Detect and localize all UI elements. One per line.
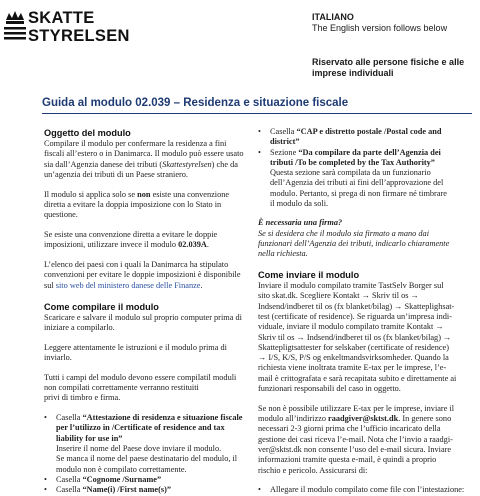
list-item	[44, 485, 250, 495]
text-line: Leggere attentamente le istruzioni e il modulo prima di	[44, 342, 227, 352]
text-line: necessari 2-3 giorni prima che l’ufficio incaricato della	[258, 424, 441, 434]
title-divider	[42, 113, 472, 114]
section-heading-send: Come inviare il modulo	[258, 270, 360, 281]
paragraph-alt-form	[44, 230, 250, 251]
text-line: rischio e pericolo. Assicurarsi di:	[258, 465, 368, 475]
signature-note	[258, 218, 473, 259]
field-name: “Da compilare da parte dell’Agenzia dei	[298, 147, 441, 157]
text-line: imposizioni, utilizzare invece il modulo	[44, 240, 179, 250]
bullet-icon: •	[44, 474, 47, 484]
field-list-continued	[258, 127, 473, 209]
text-line: .	[200, 280, 203, 290]
text-line: Casella	[56, 474, 83, 484]
list-item	[44, 413, 250, 475]
text-line: non compilati correttamente verranno restituiti	[44, 383, 199, 393]
language-label: ITALIANO	[312, 12, 354, 22]
paragraph-send-instructions	[258, 281, 473, 394]
field-name: “Cognome /Surname”	[82, 474, 162, 484]
text-line: modulo all’indirizzo	[258, 414, 329, 424]
text-line: Inviare il modulo compilato tramite TastSelv Borger sul	[258, 281, 444, 291]
list-item	[258, 127, 473, 148]
text-line: Sezione	[270, 147, 299, 157]
text-line: nella richiesta.	[258, 249, 308, 259]
signature-question: È necessaria una firma?	[258, 218, 343, 228]
bullet-icon: •	[44, 413, 47, 423]
text-line: Indsend/indberet til os (fx blanket/bilag) → Skatteplighsat-	[258, 301, 455, 311]
paragraph-download	[44, 313, 250, 334]
text-line: un’agenzia dei tributi di un Paese straniero.	[44, 169, 188, 179]
text-line: sito skat.dk. Scegliere Kontakt → Skriv til os →	[258, 291, 419, 301]
bullet-icon: •	[44, 485, 47, 495]
text-line: Inserire il nome del Paese dove inviare il modulo.	[56, 444, 222, 454]
text-line: Se esiste una convenzione diretta a evitare le doppie	[44, 230, 218, 240]
text-line: il modulo da soli.	[270, 199, 329, 209]
text-line: dell’Agenzia dei tributi ai fini dell’approvazione del	[270, 178, 444, 188]
email-address[interactable]: raadgiver@sktst.dk	[328, 414, 399, 424]
field-name: per l’utilizzo in /Certificate of residence and tax	[56, 423, 225, 433]
paragraph-all-fields	[44, 373, 250, 404]
field-name: liability for use in”	[56, 433, 123, 443]
text-line: gestione dei casi riceva l’e-mail. Nota che l’invio a raadgi-	[258, 434, 453, 444]
text-line: ) che da	[211, 159, 238, 169]
text-line: richiesta viene inoltrata tramite E-tax per le imprese, l’e-	[258, 363, 447, 373]
logo-line2: STYRELSEN	[28, 27, 130, 45]
text-line: fiscali all’estero o in Danimarca. Il modulo può essere usato	[44, 149, 244, 159]
text-line: . In genere sono	[398, 414, 452, 424]
text-line: modulo. Pertanto, si prega di non firmare né timbrare	[270, 188, 447, 198]
text-line: mail è crittografata e sarà recapitata subito e direttamente ai	[258, 373, 457, 383]
text-line: L’elenco dei paesi con i quali la Danimarca ha stipulato	[44, 260, 229, 270]
text-line: Se manca il nome del paese destinatario del modulo, il	[56, 454, 238, 464]
list-item	[258, 485, 473, 495]
field-name: district”	[270, 137, 300, 147]
skattestyrelsen-logo	[4, 8, 144, 48]
text-line: sul	[44, 280, 56, 290]
text-line: ver@sktst.dk non consente l’uso del e-mail sicura. Inviare	[258, 445, 452, 455]
paragraph-country-list	[44, 260, 250, 291]
text-line: Compilare il modulo per confermare la residenza a fini	[44, 139, 227, 148]
audience-note	[312, 57, 477, 79]
paragraph-read	[44, 343, 250, 364]
bullet-icon: •	[258, 485, 261, 495]
text-line: test (certificate of residence). Se riguarda un’impresa indi-	[258, 311, 452, 321]
audience-line2: imprese individuali	[312, 68, 394, 78]
text-line: funzionari dell’Agenzia dei tributi, indicarlo chiaramente	[258, 238, 450, 248]
text-line: informazioni tramite questa e-mail, è quindi a proprio	[258, 455, 437, 465]
text-line: esiste una convenzione	[150, 189, 230, 199]
paragraph-purpose	[44, 139, 250, 180]
list-item	[44, 475, 250, 485]
text-line: privi di timbro e firma.	[44, 393, 121, 403]
field-list	[44, 413, 250, 495]
form-number: 02.039A	[178, 240, 207, 250]
text-line: funzionari responsabili del caso in oggetto.	[258, 384, 401, 394]
list-item	[258, 148, 473, 210]
text-line: sia dall’Agenzia danese dei tributi (	[44, 159, 163, 169]
text-line: Scaricare e salvare il modulo sul proprio computer prima di	[44, 312, 242, 322]
text-line: Tutti i campi del modulo devono essere compilatil moduli	[44, 372, 237, 382]
text-line: → I/S, K/S, P/S og enkeltmandsvirksomheder. Quando la	[258, 353, 449, 363]
text-line: convenzioni per evitare le doppie imposizioni è disponibile	[44, 270, 241, 280]
field-name: tributi /To be completed by the Tax Authority”	[270, 157, 435, 167]
field-name: “Name(i) /First name(s)”	[82, 485, 171, 495]
page-title: Guida al modulo 02.039 – Residenza e situazione fiscale	[42, 97, 349, 109]
text-line: modulo non è compilato correttamente.	[56, 464, 187, 474]
logo-line1: SKATTE	[28, 9, 95, 27]
text-line: diretta a evitare la doppia imposizione con lo Stato in	[44, 199, 222, 209]
text-line: Se si desidera che il modulo sia firmato a mano dai	[258, 228, 429, 238]
emphasis-not: non	[137, 189, 151, 199]
text-line: Skriv til os → Indsend/indberet til os (fx blanket/bilag) →	[258, 332, 452, 342]
crown-icon	[4, 8, 26, 44]
text-line: inviarlo.	[44, 352, 72, 362]
text-line: .	[206, 240, 209, 250]
text-line: iniziare a compilarlo.	[44, 322, 115, 332]
checklist	[258, 485, 473, 495]
english-version-note: The English version follows below	[312, 23, 448, 33]
text-line: questione.	[44, 210, 78, 220]
text-line: Il modulo si applica solo se	[44, 189, 138, 199]
bullet-icon: •	[258, 127, 261, 136]
text-line: Questa sezione sarà compilata da un funzionario	[270, 168, 431, 178]
agency-name: Skattestyrelsen	[162, 159, 212, 169]
text-line: Se non è possibile utilizzare E-tax per le imprese, inviare il	[258, 403, 455, 413]
bullet-icon: •	[258, 147, 261, 157]
text-line: Casella	[270, 127, 297, 136]
ministry-website-link[interactable]: sito web del ministero danese delle Finanze	[55, 280, 201, 290]
text-line: Allegare il modulo compilato come file con l’intestazione:	[270, 485, 465, 495]
text-line: Skattepligtsattester for selskaber (certificate of residence)	[258, 342, 449, 352]
text-line: Casella	[56, 413, 83, 423]
right-column	[258, 127, 473, 496]
paragraph-applicability	[44, 190, 250, 221]
field-name: “Attestazione di residenza e situazione fiscale	[82, 413, 243, 423]
text-line: Casella	[56, 485, 83, 495]
field-name: “CAP e distretto postale /Postal code and	[296, 127, 442, 136]
language-block	[312, 12, 477, 34]
left-column	[44, 127, 250, 496]
section-heading-object: Oggetto del modulo	[44, 128, 131, 138]
paragraph-email-alternative	[258, 404, 473, 476]
section-heading-fill: Come compilare il modulo	[44, 301, 159, 312]
audience-line1: Riservato alle persone fisiche e alle	[312, 57, 465, 67]
text-line: viduale, inviare il modulo compilato tramite Kontakt →	[258, 322, 444, 332]
